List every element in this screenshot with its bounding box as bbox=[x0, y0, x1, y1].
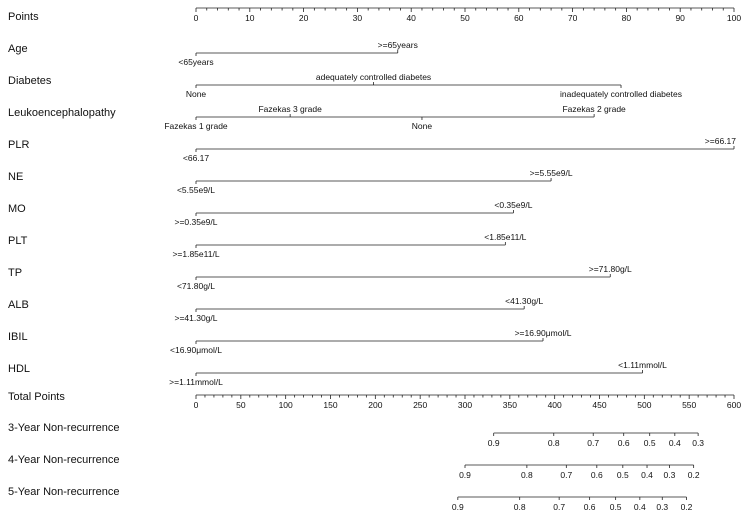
prob-tick-label: 0.4 bbox=[633, 502, 646, 512]
prob-tick-label: 0.2 bbox=[687, 470, 700, 480]
points-tick-label: 60 bbox=[514, 13, 524, 23]
prob-tick-label: 0.9 bbox=[451, 502, 464, 512]
points-tick-label: 100 bbox=[726, 13, 742, 23]
variable-label-mo: MO bbox=[8, 203, 26, 215]
level-label-ne: <5.55e9/L bbox=[176, 185, 216, 195]
variable-label-plr: PLR bbox=[8, 139, 30, 151]
points-tick-label: 30 bbox=[352, 13, 363, 23]
total-points-tick-label: 300 bbox=[457, 400, 473, 410]
variable-label-diabetes: Diabetes bbox=[8, 75, 52, 87]
variable-label-alb: ALB bbox=[8, 299, 29, 311]
prob-tick-label: 0.2 bbox=[680, 502, 693, 512]
level-label-ibil: >=16.90μmol/L bbox=[514, 328, 572, 338]
prob-tick-label: 0.5 bbox=[643, 438, 656, 448]
level-label-age: <65years bbox=[178, 57, 214, 67]
level-label-tp: <71.80g/L bbox=[176, 281, 216, 291]
total-points-tick-label: 100 bbox=[278, 400, 293, 410]
level-label-diabetes: adequately controlled diabetes bbox=[315, 72, 432, 82]
variable-label-leukoencephalopathy: Leukoencephalopathy bbox=[8, 107, 116, 119]
total-points-tick-label: 200 bbox=[368, 400, 383, 410]
prob-tick-label: 0.4 bbox=[641, 470, 653, 480]
level-label-diabetes: None bbox=[185, 89, 207, 99]
total-points-tick-label: 550 bbox=[682, 400, 697, 410]
level-label-plt: <1.85e11/L bbox=[484, 232, 527, 242]
points-tick-label: 10 bbox=[245, 13, 255, 23]
total-points-tick-label: 450 bbox=[592, 400, 607, 410]
axis-lines-layer bbox=[193, 8, 734, 500]
points-tick-label: 20 bbox=[298, 13, 309, 23]
prob-tick-label: 0.3 bbox=[692, 438, 705, 448]
variable-label-age: Age bbox=[8, 43, 28, 55]
level-label-age: >=65years bbox=[377, 40, 418, 50]
prob-tick-label: 0.4 bbox=[668, 438, 681, 448]
level-label-leukoencephalopathy: None bbox=[411, 121, 433, 131]
prob-tick-label: 0.6 bbox=[617, 438, 630, 448]
prob-tick-label: 0.3 bbox=[656, 502, 669, 512]
level-label-ne: >=5.55e9/L bbox=[529, 168, 573, 178]
total-points-tick-label: 150 bbox=[323, 400, 338, 410]
total-points-tick-label: 0 bbox=[193, 400, 199, 410]
prob-axis-label-4-year: 4-Year Non-recurrence bbox=[8, 454, 120, 466]
level-label-leukoencephalopathy: Fazekas 3 grade bbox=[258, 104, 322, 114]
points-tick-label: 40 bbox=[406, 13, 416, 23]
variable-label-tp: TP bbox=[8, 267, 23, 279]
total-points-tick-label: 50 bbox=[236, 400, 246, 410]
level-label-tp: >=71.80g/L bbox=[588, 264, 632, 274]
prob-tick-label: 0.5 bbox=[609, 502, 622, 512]
prob-tick-label: 0.5 bbox=[616, 470, 629, 480]
points-tick-label: 0 bbox=[193, 13, 199, 23]
points-tick-label: 80 bbox=[621, 13, 632, 23]
prob-axis-label-5-year: 5-Year Non-recurrence bbox=[8, 486, 120, 498]
prob-tick-label: 0.9 bbox=[487, 438, 500, 448]
prob-tick-label: 0.8 bbox=[547, 438, 560, 448]
variable-label-ne: NE bbox=[8, 171, 24, 183]
prob-tick-label: 0.8 bbox=[520, 470, 533, 480]
level-label-mo: <0.35e9/L bbox=[494, 200, 533, 210]
points-tick-label: 50 bbox=[460, 13, 470, 23]
variable-label-ibil: IBIL bbox=[8, 331, 28, 343]
prob-tick-label: 0.7 bbox=[553, 502, 566, 512]
points-tick-label: 70 bbox=[567, 13, 578, 23]
text-layer bbox=[8, 11, 741, 512]
level-label-leukoencephalopathy: Fazekas 2 grade bbox=[562, 104, 626, 114]
level-label-plr: >=66.17 bbox=[704, 136, 736, 146]
prob-tick-label: 0.7 bbox=[587, 438, 600, 448]
level-label-hdl: >=1.11mmol/L bbox=[169, 377, 223, 387]
prob-axis-label-3-year: 3-Year Non-recurrence bbox=[8, 422, 120, 434]
level-label-alb: <41.30g/L bbox=[505, 296, 544, 306]
prob-tick-label: 0.3 bbox=[663, 470, 676, 480]
prob-tick-label: 0.8 bbox=[513, 502, 526, 512]
level-label-hdl: <1.11mmol/L bbox=[618, 360, 667, 370]
total-points-tick-label: 500 bbox=[637, 400, 652, 410]
variable-label-hdl: HDL bbox=[8, 363, 31, 375]
level-label-plt: >=1.85e11/L bbox=[172, 249, 220, 259]
total-points-tick-label: 350 bbox=[502, 400, 517, 410]
points-axis-label: Points bbox=[8, 11, 39, 23]
prob-tick-label: 0.6 bbox=[583, 502, 596, 512]
total-points-tick-label: 600 bbox=[726, 400, 742, 410]
total-points-axis-label: Total Points bbox=[8, 391, 65, 403]
level-label-diabetes: inadequately controlled diabetes bbox=[560, 89, 682, 99]
variable-label-plt: PLT bbox=[8, 235, 28, 247]
level-label-plr: <66.17 bbox=[182, 153, 210, 163]
total-points-tick-label: 400 bbox=[547, 400, 562, 410]
level-label-leukoencephalopathy: Fazekas 1 grade bbox=[164, 121, 228, 131]
level-label-alb: >=41.30g/L bbox=[174, 313, 218, 323]
prob-tick-label: 0.7 bbox=[560, 470, 573, 480]
prob-tick-label: 0.9 bbox=[459, 470, 471, 480]
prob-tick-label: 0.6 bbox=[590, 470, 603, 480]
total-points-tick-label: 250 bbox=[413, 400, 428, 410]
points-tick-label: 90 bbox=[675, 13, 685, 23]
level-label-mo: >=0.35e9/L bbox=[174, 217, 218, 227]
level-label-ibil: <16.90μmol/L bbox=[170, 345, 222, 355]
